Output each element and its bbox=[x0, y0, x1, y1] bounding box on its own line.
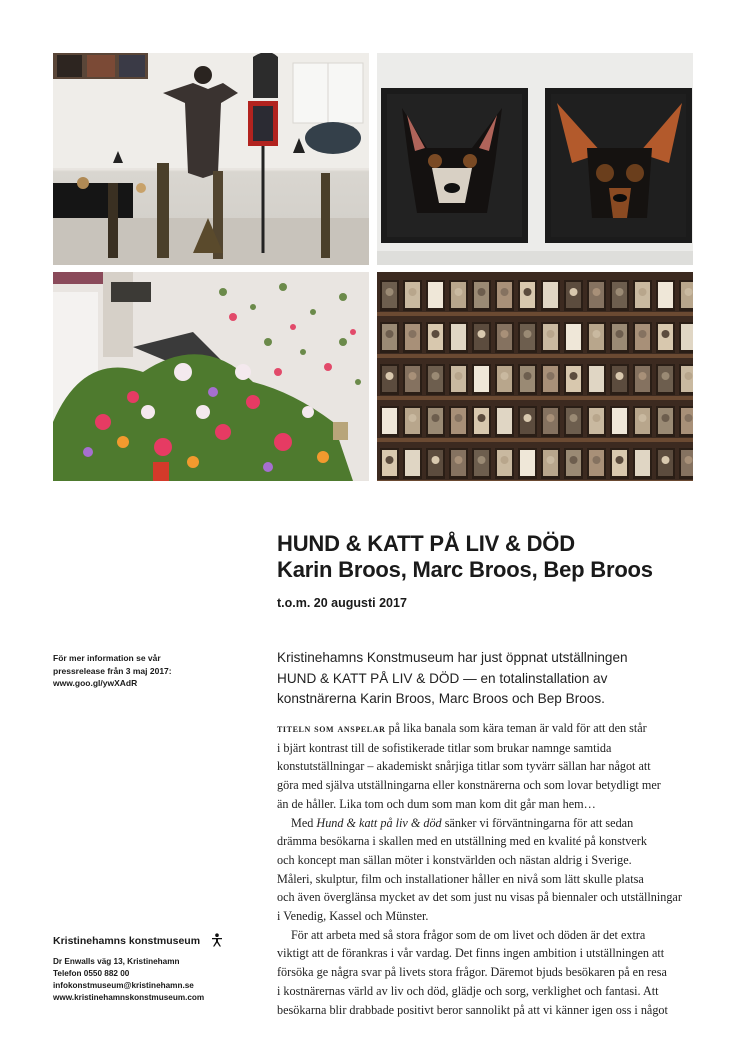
portrait-wall-photo bbox=[377, 272, 693, 481]
email-link[interactable]: infokonstmuseum@kristinehamn.se bbox=[53, 981, 194, 990]
note-line: För mer information se vår bbox=[53, 653, 161, 663]
museum-name: Kristinehamns konstmuseum bbox=[53, 935, 201, 947]
note-line: pressrelease från 3 maj 2017: bbox=[53, 665, 172, 676]
body-text bbox=[277, 719, 707, 1019]
body-span: sänker vi förväntningarna för att sedan bbox=[441, 815, 634, 830]
body-line: försöka ge några svar på livets stora frågor. Däremot bjuds besökaren på en resa bbox=[277, 965, 667, 980]
body-line: För att arbeta med så stora frågor som de om livet och döden är det extra bbox=[291, 927, 646, 942]
exhibition-date: t.o.m. 20 augusti 2017 bbox=[277, 596, 407, 610]
exhibition-title bbox=[277, 531, 717, 583]
intro-line: Kristinehamns Konstmuseum har just öppnat utställningen bbox=[277, 650, 628, 665]
body-line: konstutställningar – akademiskt snårjiga titlar som tyvärr sällan har något att bbox=[277, 759, 651, 774]
body-span: på lika banala som kära teman är vald för att den står bbox=[385, 721, 647, 735]
body-line: i kostnärernas värld av liv och död, glädje och sorg, verklighet och fantasi. Att bbox=[277, 983, 659, 998]
body-line: än de håller. Lika tom och dum som man kom dit går man hem… bbox=[277, 796, 596, 811]
body-line: och koncept man sällan möter i konstvärlden och nästan aldrig i Sverige. bbox=[277, 852, 632, 867]
figure-icon bbox=[210, 933, 224, 947]
sculpture-gallery-photo bbox=[53, 53, 369, 265]
body-line: och även överglänsa mycket av det som just nu visas på biennaler och utställningar bbox=[277, 890, 682, 905]
website-link[interactable]: www.kristinehamnskonstmuseum.com bbox=[53, 993, 205, 1002]
lead-caps: titeln som anspelar bbox=[277, 723, 386, 735]
body-line: Måleri, skulptur, film och installationer håller en nivå som lätt skulle platsa bbox=[277, 871, 644, 886]
intro-paragraph bbox=[277, 648, 697, 710]
intro-line: HUND & KATT PÅ LIV & DÖD — en totalinstallation av bbox=[277, 670, 608, 686]
title-line-2: Karin Broos, Marc Broos, Bep Broos bbox=[277, 557, 653, 582]
body-line: i Venedig, Kassel och Münster. bbox=[277, 909, 429, 924]
press-release-note bbox=[53, 652, 243, 690]
body-line bbox=[277, 719, 707, 739]
address: Dr Enwalls väg 13, Kristinehamn bbox=[53, 957, 180, 966]
intro-line: konstnärerna Karin Broos, Marc Broos och Bep Broos. bbox=[277, 691, 605, 706]
body-line: viktigt att de förankras i vår vardag. Det finns ingen ambition i utställningen att bbox=[277, 946, 665, 961]
press-release-link[interactable]: www.goo.gl/ywXAdR bbox=[53, 678, 138, 688]
body-line: besökarna blir drabbade positivt beror sannolikt på att vi känner igen oss i något bbox=[277, 1002, 668, 1017]
phone: Telefon 0550 882 00 bbox=[53, 969, 130, 978]
body-line: göra med själva utställningarna eller konstnärerna och som lovar betydligt mer bbox=[277, 778, 661, 793]
museum-contact bbox=[53, 956, 204, 1004]
body-line: drämma besökarna i skallen med en utställning med en kvalité på konstverk bbox=[277, 834, 647, 849]
body-span: Med bbox=[291, 815, 317, 830]
dog-paintings-photo bbox=[377, 53, 693, 265]
body-line: i bjärt kontrast till de sofistikerade titlar som brukar namnge samtida bbox=[277, 740, 612, 755]
exhibition-title-italic: Hund & katt på liv & död bbox=[316, 815, 442, 830]
title-line-1: HUND & KATT PÅ LIV & DÖD bbox=[277, 531, 575, 556]
flower-installation-photo bbox=[53, 272, 369, 481]
body-line bbox=[277, 814, 707, 833]
